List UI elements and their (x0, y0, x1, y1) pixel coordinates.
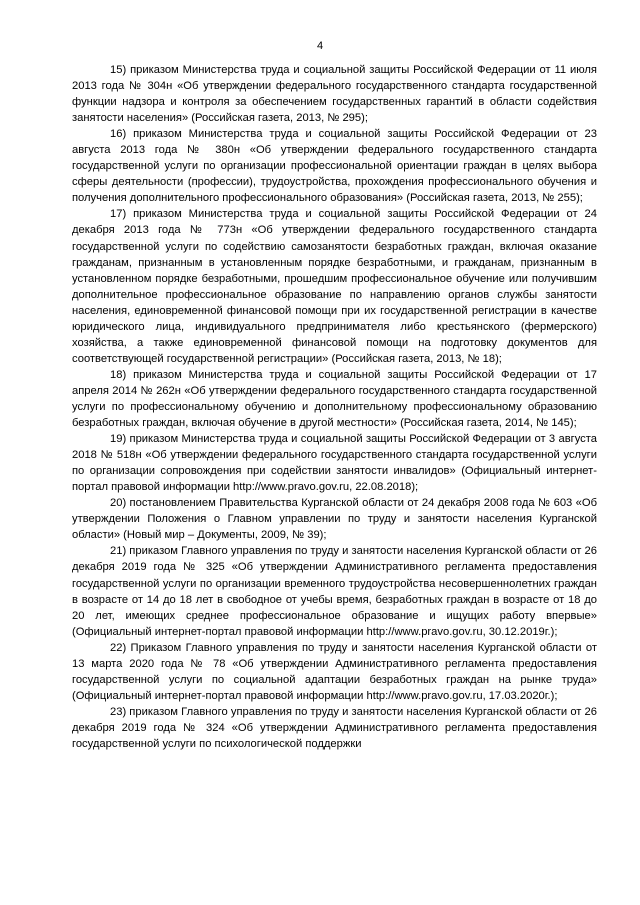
list-item-15: 15) приказом Министерства труда и социальной защиты Российской Федерации от 11 июля 2013 года № 304н «Об утверждении федерального государственного стандарта государственной функции надзора и контроля за обеспечением государственных гарантий в области содействия занятости населения» (Российская газета, 2013, № 295); (72, 64, 597, 125)
document-body (72, 62, 597, 752)
list-item-20: 20) постановлением Правительства Курганской области от 24 декабря 2008 года № 603 «Об утверждении Положения о Главном управлении по труду и занятости населения Курганской области» (Новый мир – Документы, 2009, № 39); (72, 497, 597, 542)
page-number: 4 (316, 40, 324, 52)
list-item-21: 21) приказом Главного управления по труду и занятости населения Курганской области от 26 декабря 2019 года № 325 «Об утверждении Административного регламента предоставления государственной услуги по организации временного трудоустройства несовершеннолетних граждан в возрасте от 14 до 18 лет в свободное от учебы время, безработных граждан в возрасте от 18 до 20 лет, имеющих среднее профессиональное образование и ищущих работу впервые» (Официальный интернет-портал правовой информации http://www.pravo.gov.ru, 30.12.2019г.); (72, 545, 597, 638)
list-item-23: 23) приказом Главного управления по труду и занятости населения Курганской области от 26 декабря 2019 года № 324 «Об утверждении Административного регламента предоставления государственной услуги по психологической поддержки (72, 705, 597, 750)
list-item-18: 18) приказом Министерства труда и социальной защиты Российской Федерации от 17 апреля 2014 № 262н «Об утверждении федерального государственного стандарта государственной услуги по профессиональному обучению и дополнительному профессиональному образованию безработных граждан, включая обучение в другой местности» (Российская газета, 2014, № 145); (72, 368, 597, 430)
list-item-16: 16) приказом Министерства труда и социальной защиты Российской Федерации от 23 августа 2013 года № 380н «Об утверждении федерального государственного стандарта государственной услуги по организации профессиональной ориентации граждан в целях выбора сферы деятельности (профессии), трудоустройства, прохождения профессионального обучения и получения дополнительного профессионального образования» (Российская газета, 2013, № 255); (72, 128, 597, 205)
list-item-17: 17) приказом Министерства труда и социальной защиты Российской Федерации от 24 декабря 2013 года № 773н «Об утверждении федерального государственного стандарта государственной услуги по содействию самозанятости безработных граждан, включая оказание гражданам, признанным в установленным порядке безработными, и гражданам, признанным в установленном порядке безработными, прошедшим профессиональное обучение или получившим дополнительное профессиональное образование по направлению органов службы занятости населения, единовременной финансовой помощи при их государственной регистрации в качестве юридического лица, индивидуального предпринимателя либо крестьянского (фермерского) хозяйства, а также единовременной финансовой помощи на подготовку документов для соответствующей государственной регистрации» (Российская газета, 2013, № 18); (72, 208, 597, 365)
list-item-22: 22) Приказом Главного управления по труду и занятости населения Курганской области от 13 марта 2020 года № 78 «Об утверждении Административного регламента предоставления государственной услуги по социальной адаптации безработных граждан на рынке труда» (Официальный интернет-портал правовой информации http://www.pravo.gov.ru, 17.03.2020г.); (72, 641, 597, 702)
list-item-19: 19) приказом Министерства труда и социальной защиты Российской Федерации от 3 августа 2018 № 518н «Об утверждении федерального государственного стандарта государственной услуги по организации сопровождения при содействии занятости инвалидов» (Официальный интернет-портал правовой информации http://www.pravo.gov.ru, 22.08.2018); (72, 433, 597, 494)
